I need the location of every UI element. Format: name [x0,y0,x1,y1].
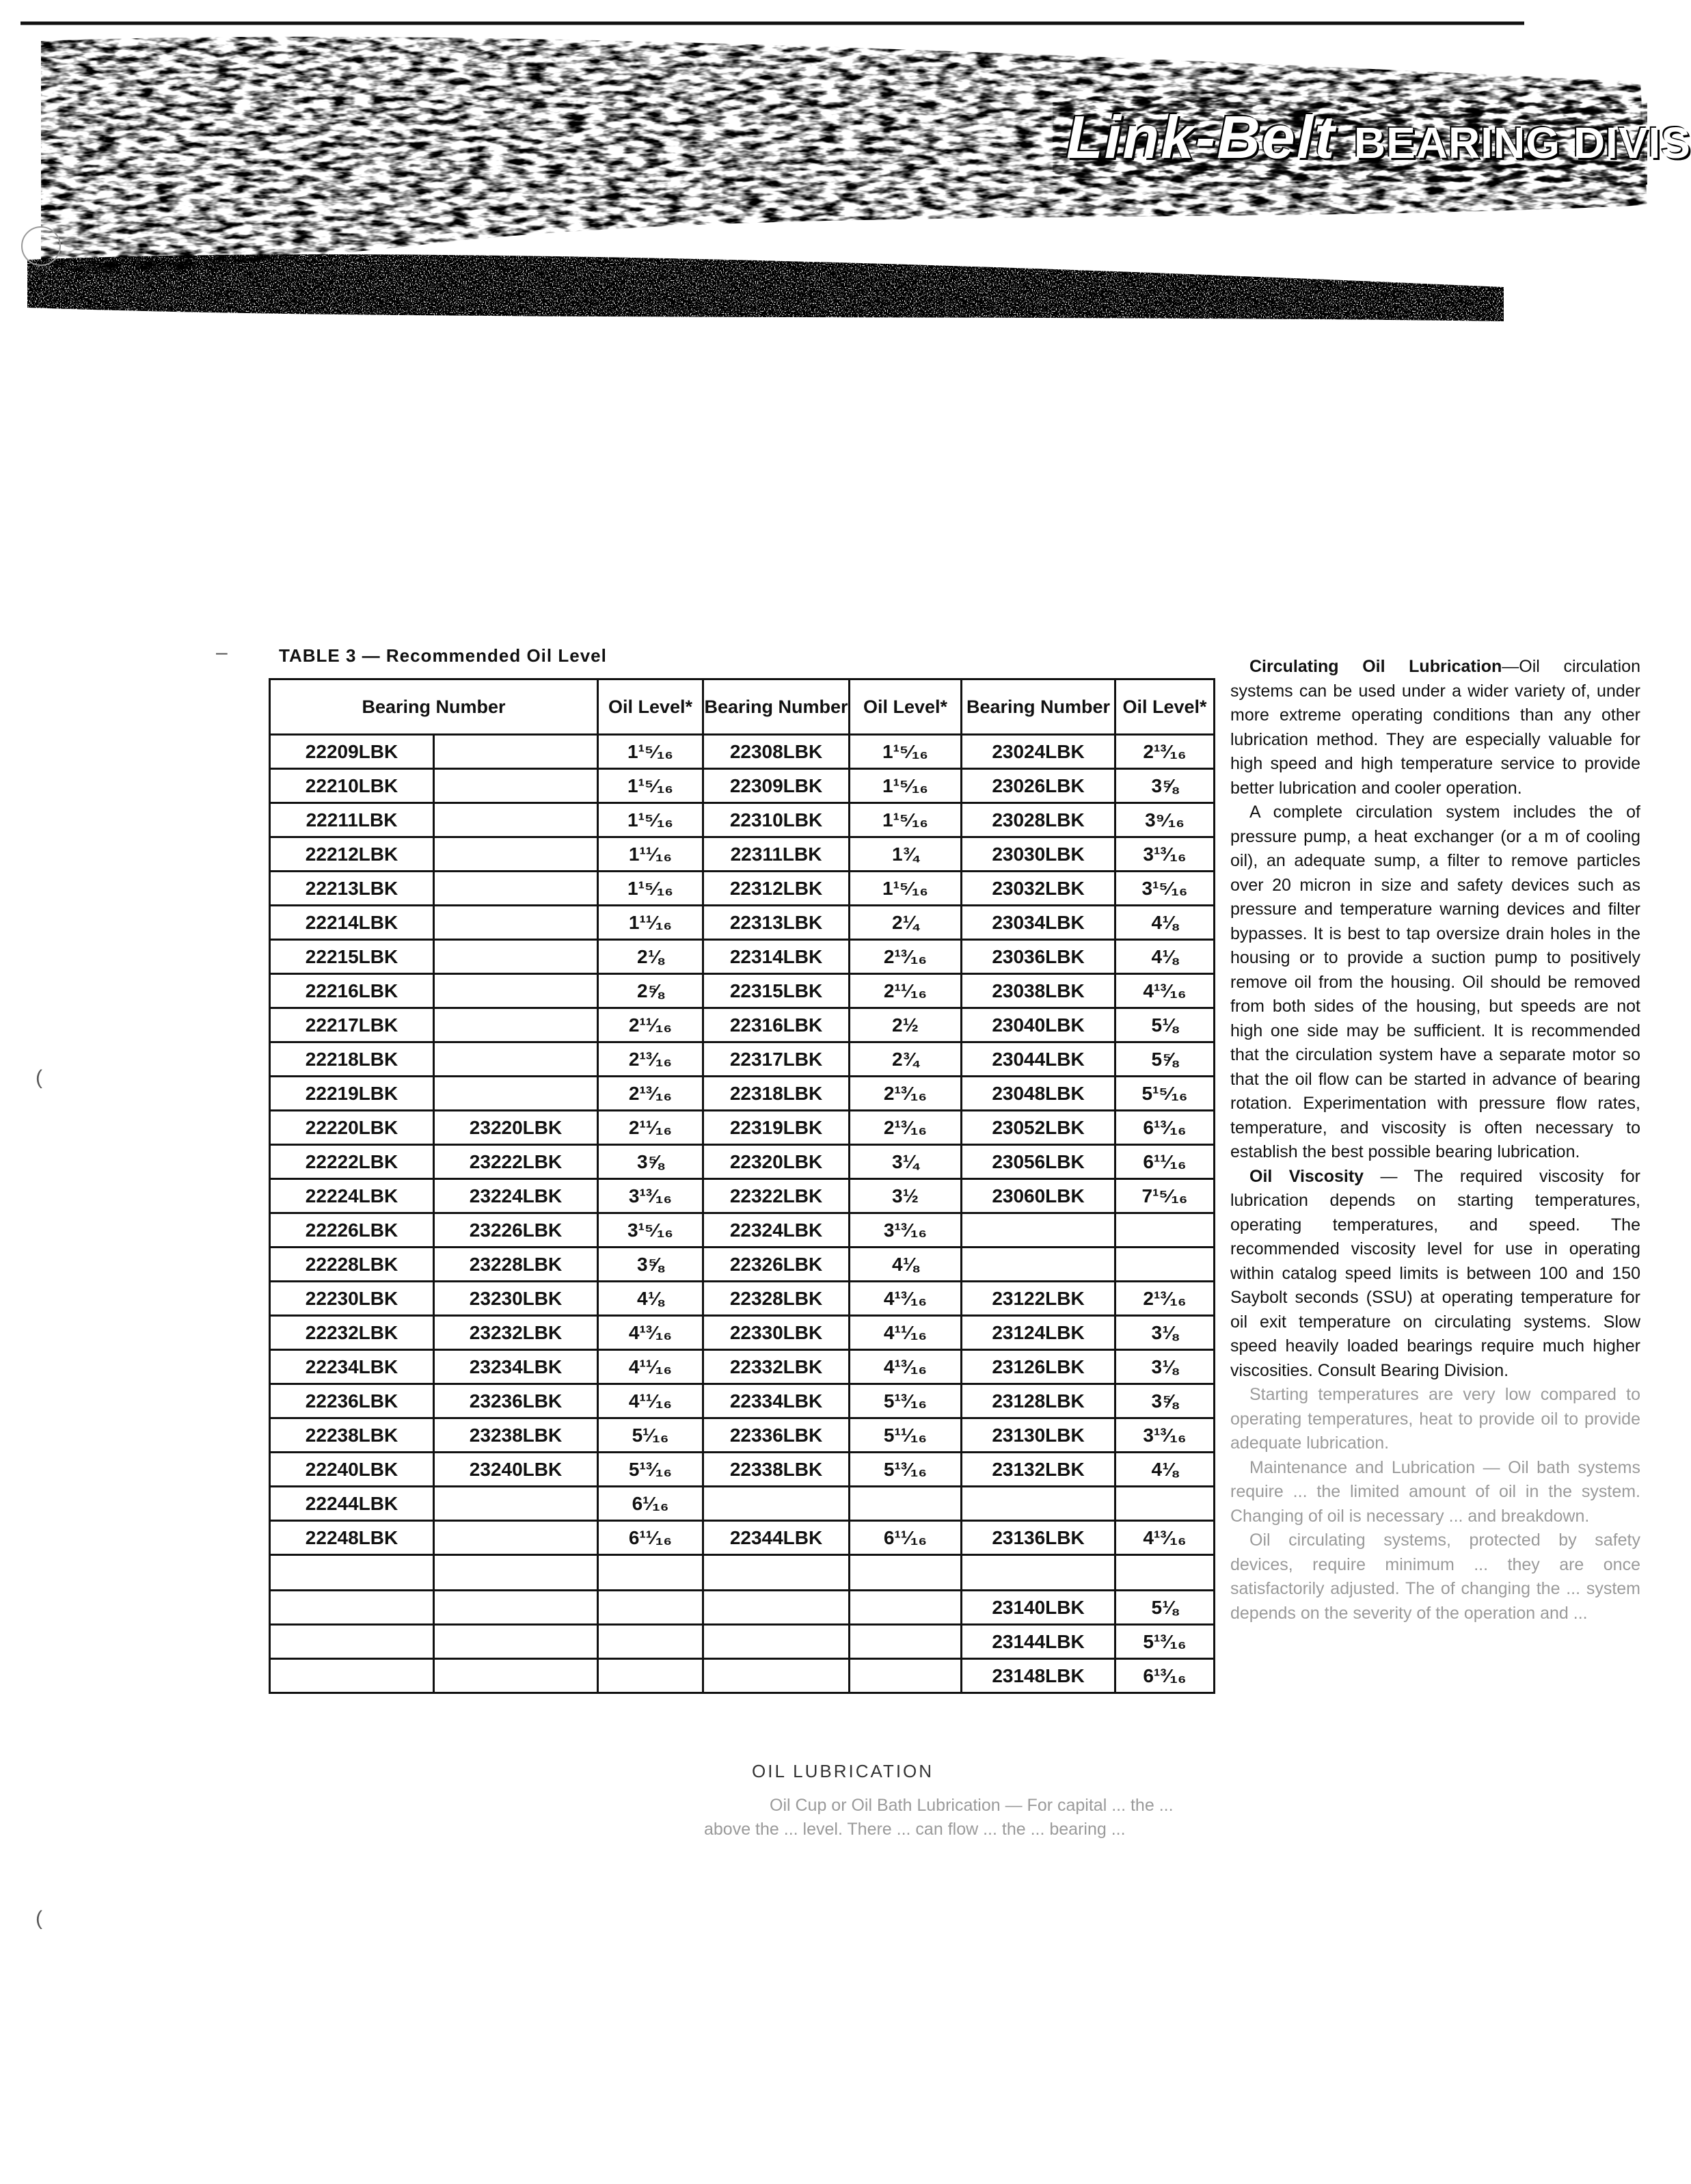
cell-oil-level-2: 2¹³⁄₁₆ [850,1111,962,1145]
table-row [270,1213,1215,1248]
table-row [270,1145,1215,1179]
cell-bearing-number-b: 23226LBK [434,1213,598,1248]
cell-bearing-number-b [434,1042,598,1077]
cell-bearing-number-a: 22234LBK [270,1350,434,1384]
paragraph-oil-viscosity [1230,1165,1640,1384]
cell-oil-level-1: 3¹⁵⁄₁₆ [598,1213,703,1248]
cell-oil-level-1: 2¹¹⁄₁₆ [598,1008,703,1042]
cell-bearing-number-b [434,1625,598,1659]
cell-bearing-number-a: 22215LBK [270,940,434,974]
cell-bearing-number-2: 22309LBK [703,769,850,803]
cell-oil-level-2: 1¹⁵⁄₁₆ [850,735,962,769]
table-row [270,1521,1215,1555]
cell-bearing-number-b [434,974,598,1008]
cell-oil-level-2: 1¹⁵⁄₁₆ [850,872,962,906]
cell-oil-level-1: 4¹¹⁄₁₆ [598,1350,703,1384]
cell-bearing-number-3: 23060LBK [962,1179,1115,1213]
cell-oil-level-1: 3⅝ [598,1145,703,1179]
table-row [270,1384,1215,1418]
cell-bearing-number-a: 22220LBK [270,1111,434,1145]
run-in-head-circulating: Circulating Oil Lubrication [1249,657,1502,676]
cell-oil-level-1: 4¹³⁄₁₆ [598,1316,703,1350]
cell-oil-level-1: 2¹³⁄₁₆ [598,1077,703,1111]
cell-bearing-number-b: 23236LBK [434,1384,598,1418]
col-header-bearing-number-1: Bearing Number [270,679,598,735]
cell-oil-level-2: 3¹³⁄₁₆ [850,1213,962,1248]
cell-oil-level-3: 7¹⁵⁄₁₆ [1115,1179,1215,1213]
cell-bearing-number-3: 23024LBK [962,735,1115,769]
cell-oil-level-2: 2½ [850,1008,962,1042]
cell-bearing-number-2 [703,1555,850,1591]
table-row [270,1248,1215,1282]
table-row [270,1316,1215,1350]
cell-bearing-number-b [434,803,598,837]
cell-bearing-number-b [434,1591,598,1625]
cell-bearing-number-b [434,940,598,974]
cell-bearing-number-a: 22213LBK [270,872,434,906]
brand-name: Link-Belt [1066,103,1336,171]
col-header-oil-level-3: Oil Level* [1115,679,1215,735]
cell-oil-level-2: 2¼ [850,906,962,940]
cell-bearing-number-a: 22232LBK [270,1316,434,1350]
cell-oil-level-1: 2⅛ [598,940,703,974]
cell-bearing-number-b: 23224LBK [434,1179,598,1213]
oil-level-table [269,678,1215,1694]
cell-bearing-number-2: 22320LBK [703,1145,850,1179]
cell-bearing-number-a: 22230LBK [270,1282,434,1316]
cell-bearing-number-2 [703,1659,850,1693]
cell-bearing-number-a: 22216LBK [270,974,434,1008]
cell-bearing-number-a: 22226LBK [270,1213,434,1248]
cell-bearing-number-b [434,1008,598,1042]
cell-bearing-number-3: 23056LBK [962,1145,1115,1179]
cell-oil-level-2 [850,1591,962,1625]
cell-bearing-number-b: 23222LBK [434,1145,598,1179]
cell-oil-level-1: 1¹⁵⁄₁₆ [598,769,703,803]
table-row [270,803,1215,837]
cell-oil-level-3: 3¹³⁄₁₆ [1115,1418,1215,1453]
cell-oil-level-3: 4¹³⁄₁₆ [1115,974,1215,1008]
cell-oil-level-3 [1115,1555,1215,1591]
cell-bearing-number-3: 23032LBK [962,872,1115,906]
cell-bearing-number-b: 23234LBK [434,1350,598,1384]
cell-bearing-number-3: 23028LBK [962,803,1115,837]
table-row [270,1042,1215,1077]
cell-oil-level-2: 2¹³⁄₁₆ [850,1077,962,1111]
cell-bearing-number-b: 23232LBK [434,1316,598,1350]
cell-bearing-number-3: 23126LBK [962,1350,1115,1384]
table-row [270,837,1215,872]
margin-mark: – [216,641,228,664]
cell-bearing-number-3: 23026LBK [962,769,1115,803]
table-row [270,1179,1215,1213]
cell-oil-level-1: 4⅛ [598,1282,703,1316]
cell-bearing-number-a: 22222LBK [270,1145,434,1179]
run-in-head-viscosity: Oil Viscosity [1249,1166,1364,1186]
cell-bearing-number-3: 23144LBK [962,1625,1115,1659]
cell-oil-level-3 [1115,1487,1215,1521]
cell-bearing-number-b [434,1077,598,1111]
cell-oil-level-3: 5¹⁵⁄₁₆ [1115,1077,1215,1111]
cell-bearing-number-b: 23228LBK [434,1248,598,1282]
cell-bearing-number-3: 23128LBK [962,1384,1115,1418]
cell-bearing-number-b [434,1555,598,1591]
cell-bearing-number-2: 22313LBK [703,906,850,940]
cell-oil-level-2: 3¼ [850,1145,962,1179]
cell-bearing-number-3: 23038LBK [962,974,1115,1008]
cell-oil-level-2: 3½ [850,1179,962,1213]
cell-oil-level-1: 3¹³⁄₁₆ [598,1179,703,1213]
cell-bearing-number-2: 22311LBK [703,837,850,872]
table-row [270,1418,1215,1453]
cell-oil-level-1: 2⅝ [598,974,703,1008]
cell-bearing-number-a: 22214LBK [270,906,434,940]
cell-bearing-number-b [434,837,598,872]
cell-oil-level-3: 3¹⁵⁄₁₆ [1115,872,1215,906]
cell-bearing-number-b: 23240LBK [434,1453,598,1487]
cell-oil-level-3: 2¹³⁄₁₆ [1115,1282,1215,1316]
cell-bearing-number-a: 22240LBK [270,1453,434,1487]
table-row [270,1625,1215,1659]
table-title: TABLE 3 — Recommended Oil Level [279,645,607,666]
cell-bearing-number-3: 23132LBK [962,1453,1115,1487]
cell-oil-level-2: 4⅛ [850,1248,962,1282]
cell-bearing-number-a: 22209LBK [270,735,434,769]
cell-bearing-number-2: 22319LBK [703,1111,850,1145]
cell-bearing-number-3: 23048LBK [962,1077,1115,1111]
cell-oil-level-3: 4⅛ [1115,906,1215,940]
cell-oil-level-3: 2¹³⁄₁₆ [1115,735,1215,769]
cell-bearing-number-3: 23124LBK [962,1316,1115,1350]
cell-bearing-number-3: 23052LBK [962,1111,1115,1145]
cell-oil-level-3: 5⅛ [1115,1591,1215,1625]
cell-oil-level-2: 1¹⁵⁄₁₆ [850,769,962,803]
cell-oil-level-2 [850,1487,962,1521]
cell-bearing-number-3: 23136LBK [962,1521,1115,1555]
table-row [270,1350,1215,1384]
cell-oil-level-3: 5⅛ [1115,1008,1215,1042]
table-row [270,1282,1215,1316]
cell-oil-level-1 [598,1659,703,1693]
cell-oil-level-1: 3⅝ [598,1248,703,1282]
table-row [270,940,1215,974]
cell-bearing-number-b [434,1487,598,1521]
cell-oil-level-1: 1¹¹⁄₁₆ [598,837,703,872]
cell-oil-level-3: 3⅛ [1115,1350,1215,1384]
table-row [270,872,1215,906]
cell-bearing-number-a: 22210LBK [270,769,434,803]
cell-oil-level-1: 6¹⁄₁₆ [598,1487,703,1521]
cell-bearing-number-2: 22318LBK [703,1077,850,1111]
cell-bearing-number-2: 22326LBK [703,1248,850,1282]
punch-hole-mark: ( [36,1907,42,1930]
cell-oil-level-3: 6¹³⁄₁₆ [1115,1659,1215,1693]
cell-bearing-number-a: 22228LBK [270,1248,434,1282]
cell-bearing-number-2: 22308LBK [703,735,850,769]
table-body [270,735,1215,1693]
cell-bearing-number-a [270,1659,434,1693]
cell-oil-level-3: 6¹¹⁄₁₆ [1115,1145,1215,1179]
cell-bearing-number-2: 22344LBK [703,1521,850,1555]
cell-bearing-number-a: 22218LBK [270,1042,434,1077]
cell-bearing-number-3: 23040LBK [962,1008,1115,1042]
cell-oil-level-2: 1¾ [850,837,962,872]
cell-oil-level-2: 4¹³⁄₁₆ [850,1350,962,1384]
punch-hole-mark: ( [36,1066,42,1089]
cell-oil-level-1: 2¹³⁄₁₆ [598,1042,703,1077]
paragraph-circulating-safety: Oil circulating systems, protected by safety devices, require minimum ... they are once satisfactorily adjusted. The of changing the ... system depends on the severity of the operation and ... [1230,1531,1640,1623]
cell-bearing-number-3: 23148LBK [962,1659,1115,1693]
cell-bearing-number-2 [703,1591,850,1625]
paragraph-maintenance: Maintenance and Lubrication — Oil bath systems require ... the limited amount of oil in the system. Changing of oil is necessary ... and breakdown. [1230,1457,1640,1526]
cell-oil-level-3 [1115,1248,1215,1282]
cell-oil-level-3: 4¹³⁄₁₆ [1115,1521,1215,1555]
cell-bearing-number-a: 22217LBK [270,1008,434,1042]
paragraph-starting-temperatures: Starting temperatures are very low compared to operating temperatures, heat to provide oil to provide adequate lubrication. [1230,1385,1640,1453]
cell-oil-level-2: 2¹¹⁄₁₆ [850,974,962,1008]
cell-bearing-number-a: 22236LBK [270,1384,434,1418]
cell-oil-level-2 [850,1625,962,1659]
cell-bearing-number-2: 22314LBK [703,940,850,974]
cell-bearing-number-a: 22224LBK [270,1179,434,1213]
table-row [270,1008,1215,1042]
table-row [270,974,1215,1008]
table-row [270,1487,1215,1521]
cell-oil-level-3: 3⁹⁄₁₆ [1115,803,1215,837]
cell-bearing-number-2: 22322LBK [703,1179,850,1213]
cell-oil-level-1: 1¹¹⁄₁₆ [598,906,703,940]
cell-bearing-number-2: 22312LBK [703,872,850,906]
cell-bearing-number-a: 22211LBK [270,803,434,837]
cell-bearing-number-2: 22317LBK [703,1042,850,1077]
cell-oil-level-1 [598,1555,703,1591]
cell-bearing-number-2: 22336LBK [703,1418,850,1453]
cell-bearing-number-a: 22212LBK [270,837,434,872]
cell-bearing-number-2 [703,1625,850,1659]
cell-oil-level-2: 4¹¹⁄₁₆ [850,1316,962,1350]
cell-bearing-number-a: 22238LBK [270,1418,434,1453]
table-row [270,769,1215,803]
cell-oil-level-2: 5¹¹⁄₁₆ [850,1418,962,1453]
cell-bearing-number-3 [962,1487,1115,1521]
cell-oil-level-2: 2¾ [850,1042,962,1077]
cell-bearing-number-2: 22310LBK [703,803,850,837]
cell-oil-level-3: 3⅛ [1115,1316,1215,1350]
cell-bearing-number-3: 23036LBK [962,940,1115,974]
cell-bearing-number-2: 22332LBK [703,1350,850,1384]
cell-oil-level-2 [850,1555,962,1591]
cell-oil-level-3: 4⅛ [1115,1453,1215,1487]
cell-bearing-number-b [434,1659,598,1693]
cell-oil-level-1: 2¹¹⁄₁₆ [598,1111,703,1145]
cell-bearing-number-b: 23238LBK [434,1418,598,1453]
cell-bearing-number-a [270,1625,434,1659]
cell-oil-level-1 [598,1625,703,1659]
cell-bearing-number-b [434,735,598,769]
cell-bearing-number-b [434,1521,598,1555]
cell-oil-level-2: 2¹³⁄₁₆ [850,940,962,974]
cell-bearing-number-b [434,872,598,906]
paragraph-body: —Oil circulation systems can be used under a wider variety of, under more extreme operating conditions than any other lubrication method. They are especially valuable for high speed and high temperature service to provide better lubrication and cooler operation. [1230,657,1640,798]
cell-oil-level-3: 3⅝ [1115,1384,1215,1418]
brand-logo [1066,103,1691,172]
paragraph-oil-cup: Oil Cup or Oil Bath Lubrication — For capital ... the ... above the ... level. There ... can flow ... the ... bearing ... [704,1796,1174,1839]
cell-bearing-number-3 [962,1555,1115,1591]
cell-bearing-number-2: 22338LBK [703,1453,850,1487]
cell-bearing-number-3: 23130LBK [962,1418,1115,1453]
cell-oil-level-1: 1¹⁵⁄₁₆ [598,803,703,837]
cell-bearing-number-2: 22316LBK [703,1008,850,1042]
cell-bearing-number-a [270,1555,434,1591]
cell-bearing-number-a: 22248LBK [270,1521,434,1555]
table-row [270,1453,1215,1487]
col-header-oil-level-2: Oil Level* [850,679,962,735]
cell-bearing-number-2: 22334LBK [703,1384,850,1418]
cell-bearing-number-b [434,906,598,940]
paragraph-body: — The required viscosity for lubrication depends on starting temperatures, operating temperatures, and speed. The recommended viscosity level for use in operating within catalog speed limits is between 100 and 150 Saybolt seconds (SSU) at operating temperature for oil exit temperature on circulating systems. Slow speed heavily loaded bearings require much higher viscosities. Consult Bearing Division. [1230,1166,1641,1380]
table-row [270,735,1215,769]
cell-oil-level-2: 5¹³⁄₁₆ [850,1453,962,1487]
cell-bearing-number-3: 23034LBK [962,906,1115,940]
cell-bearing-number-3 [962,1248,1115,1282]
cell-bearing-number-2: 22328LBK [703,1282,850,1316]
cell-bearing-number-2: 22324LBK [703,1213,850,1248]
cell-oil-level-2: 1¹⁵⁄₁₆ [850,803,962,837]
cell-bearing-number-3: 23140LBK [962,1591,1115,1625]
cell-bearing-number-3: 23030LBK [962,837,1115,872]
cell-bearing-number-3 [962,1213,1115,1248]
cell-oil-level-2 [850,1659,962,1693]
cell-oil-level-1: 6¹¹⁄₁₆ [598,1521,703,1555]
table-row [270,1555,1215,1591]
cell-oil-level-3: 5¹³⁄₁₆ [1115,1625,1215,1659]
cell-bearing-number-2 [703,1487,850,1521]
section-heading-oil-lubrication: OIL LUBRICATION [752,1761,934,1781]
cell-bearing-number-a: 22219LBK [270,1077,434,1111]
cell-oil-level-2: 6¹¹⁄₁₆ [850,1521,962,1555]
lower-text-block [704,1794,1182,1842]
cell-oil-level-3: 6¹³⁄₁₆ [1115,1111,1215,1145]
paragraph-system-components: A complete circulation system includes the of pressure pump, a heat exchanger (or a m of cooling oil), an adequate sump, a filter to remove particles over 20 micron in size and safety devices such as pressure and temperature warning devices and filter bypasses. It is best to tap oversize drain holes in the housing or to provide a suction pump to positively remove oil from the housing. Oil should be removed from both sides of the housing, but speeds are not high one side may be sufficient. It is recommended that the circulation system have a separate motor so that the oil flow can be started in advance of bearing rotation. Experimentation with pressure flow rates, temperature, and viscosity is often necessary to establish the best possible bearing lubrication. [1230,803,1640,1161]
cell-oil-level-3: 5⅝ [1115,1042,1215,1077]
cell-oil-level-1: 4¹¹⁄₁₆ [598,1384,703,1418]
table-row [270,1591,1215,1625]
col-header-oil-level-1: Oil Level* [598,679,703,735]
cell-bearing-number-3: 23044LBK [962,1042,1115,1077]
cell-bearing-number-2: 22315LBK [703,974,850,1008]
cell-oil-level-3: 3⅝ [1115,769,1215,803]
cell-oil-level-2: 5¹³⁄₁₆ [850,1384,962,1418]
cell-bearing-number-a [270,1591,434,1625]
cell-oil-level-1: 1¹⁵⁄₁₆ [598,735,703,769]
cell-oil-level-1: 5¹⁄₁₆ [598,1418,703,1453]
cell-oil-level-2: 4¹³⁄₁₆ [850,1282,962,1316]
cell-oil-level-1: 5¹³⁄₁₆ [598,1453,703,1487]
cell-oil-level-1: 1¹⁵⁄₁₆ [598,872,703,906]
table-row [270,1111,1215,1145]
table-row [270,906,1215,940]
cell-bearing-number-b [434,769,598,803]
cell-bearing-number-a: 22244LBK [270,1487,434,1521]
table-row [270,1659,1215,1693]
table-header-row [270,679,1215,735]
cell-oil-level-3 [1115,1213,1215,1248]
paragraph-circulating-oil [1230,655,1640,800]
brand-division: BEARING DIVIS [1353,118,1691,167]
col-header-bearing-number-3: Bearing Number [962,679,1115,735]
cell-bearing-number-b: 23220LBK [434,1111,598,1145]
cell-oil-level-1 [598,1591,703,1625]
table-row [270,1077,1215,1111]
cell-bearing-number-2: 22330LBK [703,1316,850,1350]
col-header-bearing-number-2: Bearing Number [703,679,850,735]
cell-bearing-number-3: 23122LBK [962,1282,1115,1316]
cell-oil-level-3: 4⅛ [1115,940,1215,974]
cell-oil-level-3: 3¹³⁄₁₆ [1115,837,1215,872]
cell-bearing-number-b: 23230LBK [434,1282,598,1316]
right-text-column [1230,655,1640,1626]
header-banner [0,0,1680,355]
